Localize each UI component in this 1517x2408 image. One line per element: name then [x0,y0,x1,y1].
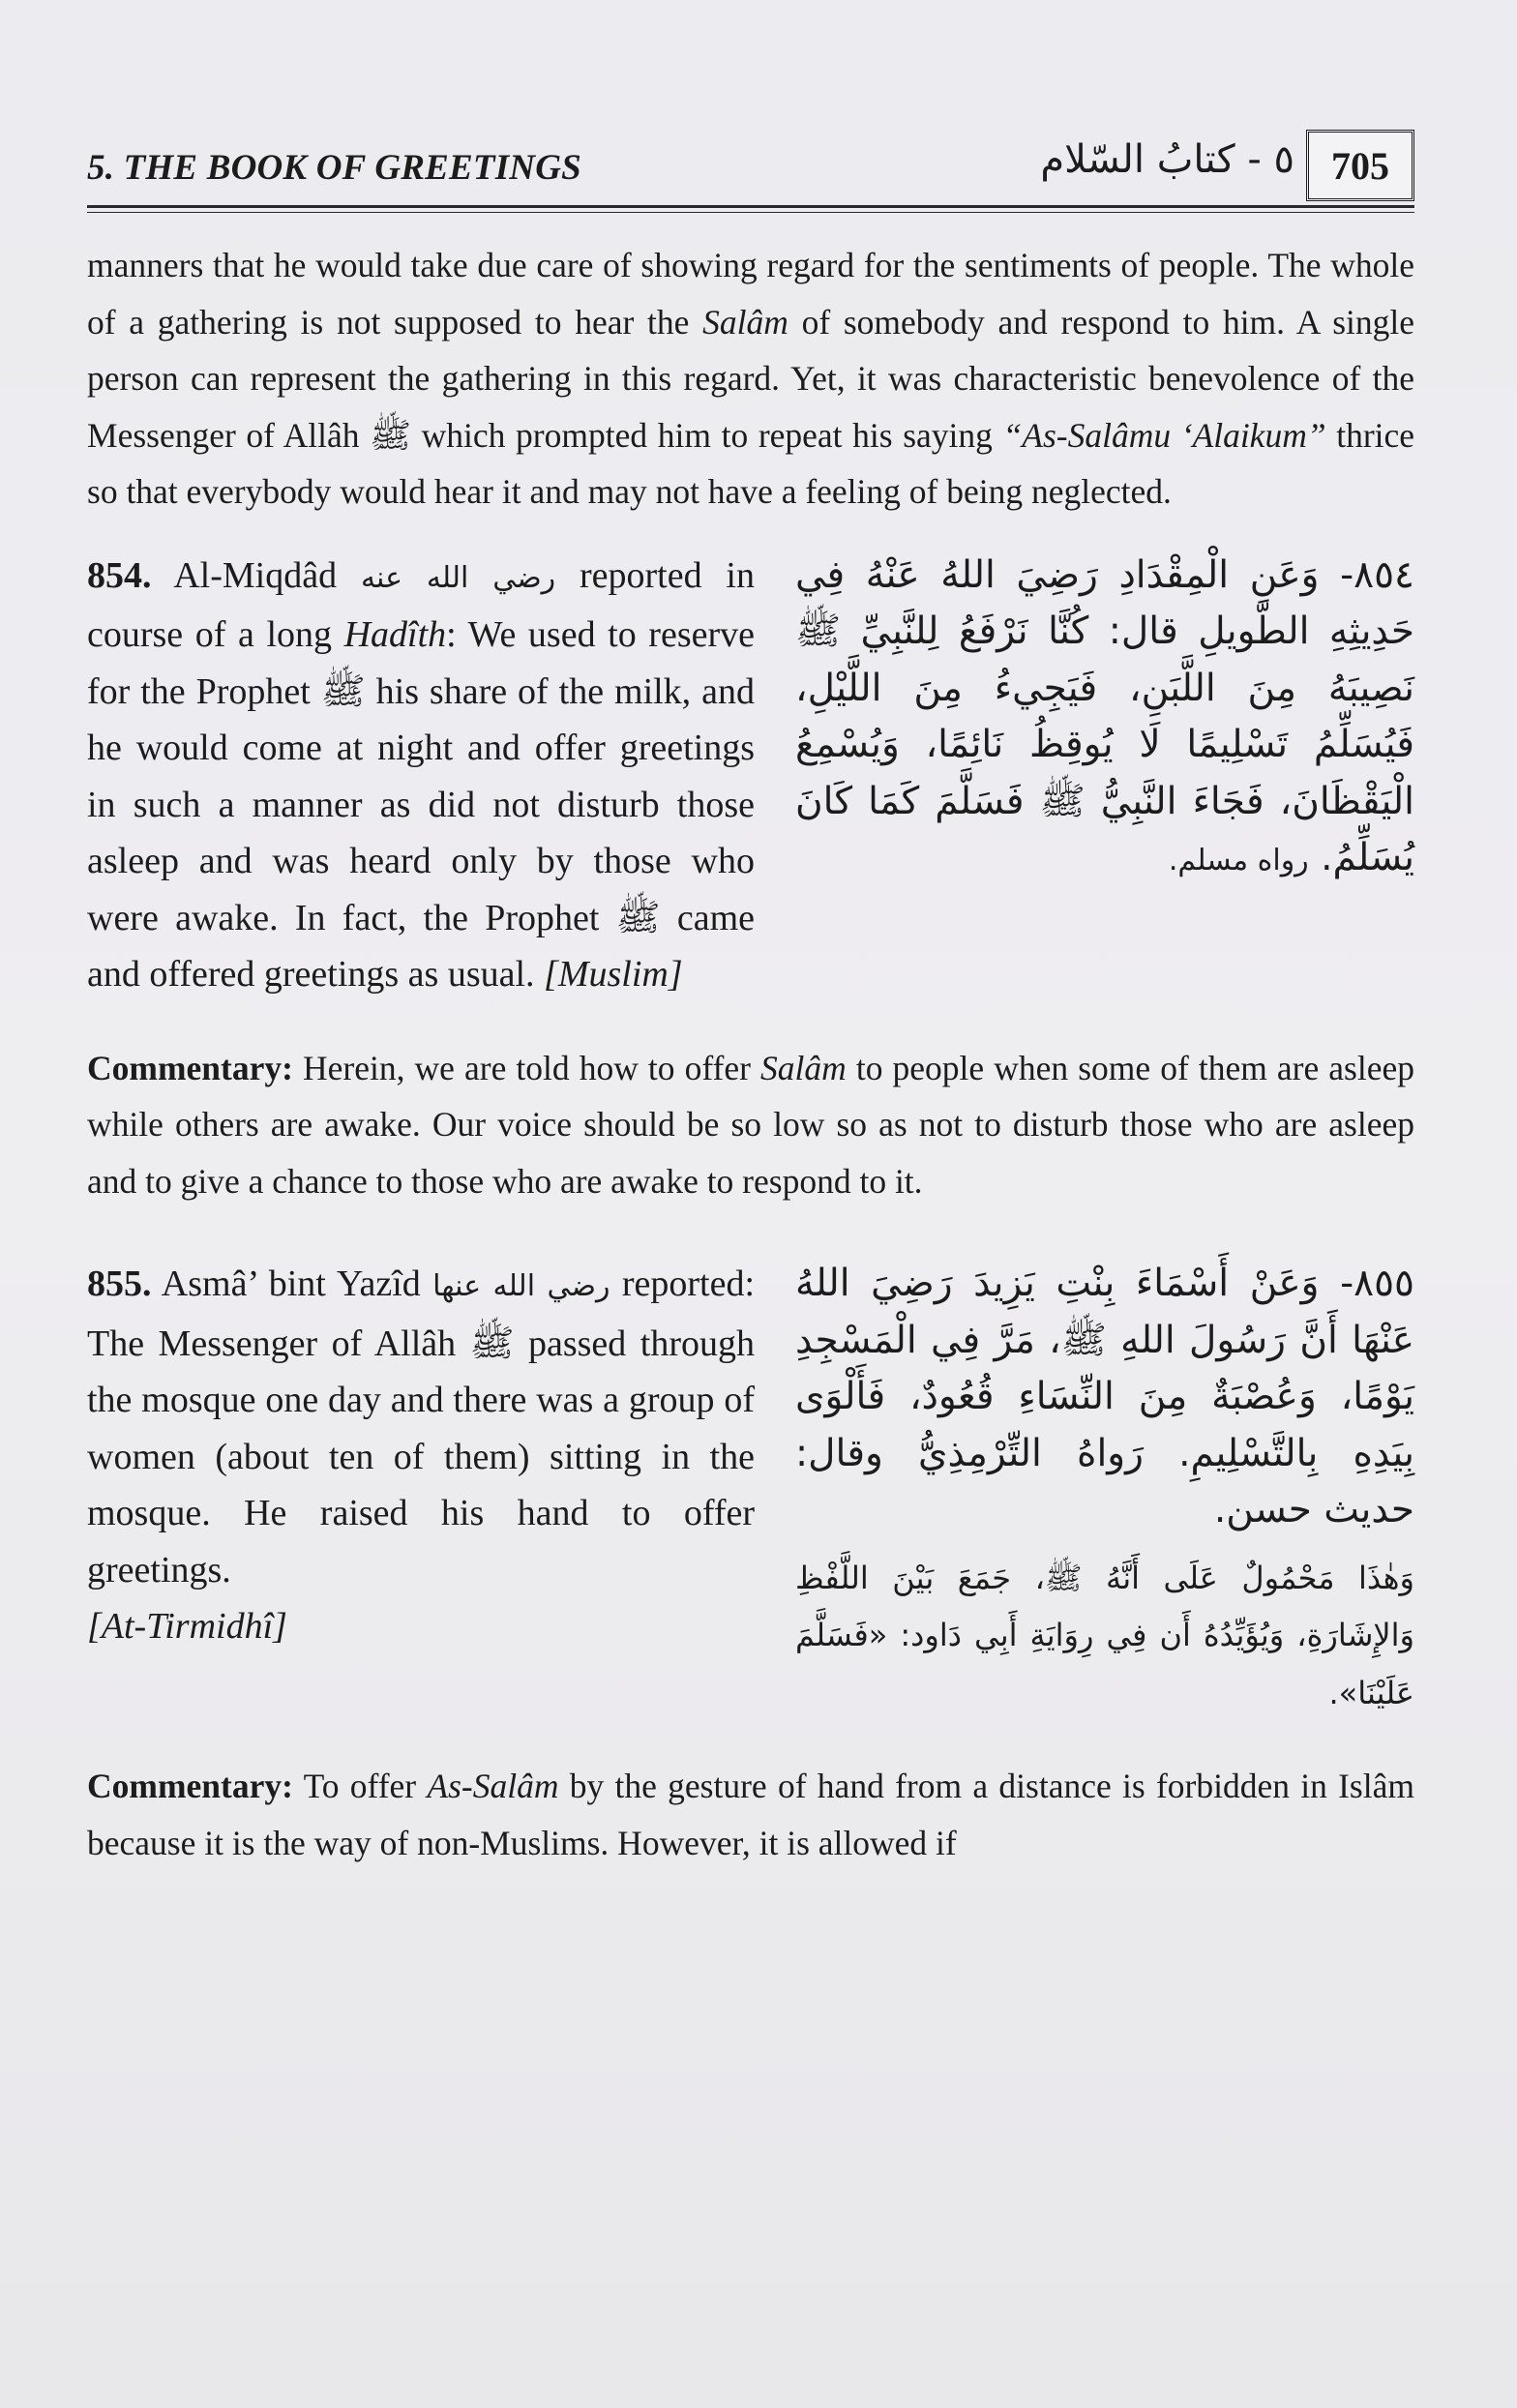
hadith-855-arabic: ٨٥٥- وَعَنْ أَسْمَاءَ بِنْتِ يَزِيدَ رَضِيَ اللهُ عَنْهَا أَنَّ رَسُولَ اللهِ ﷺ، مَرَّ فِي الْمَسْجِدِ يَوْمًا، وَعُصْبَةٌ مِنَ النِّسَاءِ قُعُودٌ، فَأَلْوَى بِيَدِهِ بِالتَّسْلِيمِ. رَواهُ التِّرْمِذِيُّ وقال: حديث حسن. وَهٰذَا مَحْمُولٌ عَلَى أَنَّهُ ﷺ، جَمَعَ بَيْنَ اللَّفْظِ وَالإِشَارَةِ، وَيُؤَيِّدُهُ أَن فِي رِوَايَةِ أَبِي دَاود: «فَسَلَّمَ عَلَيْنَا». [795,1262,1414,1711]
hadith-number: 854. [87,554,152,596]
hadith-855-note: وَهٰذَا مَحْمُولٌ عَلَى أَنَّهُ ﷺ، جَمَعَ بَيْنَ اللَّفْظِ وَالإِشَارَةِ، وَيُؤَيِّدُهُ أَن فِي رِوَايَةِ أَبِي دَاود: «فَسَلَّمَ عَلَيْنَا». [795,1559,1414,1711]
commentary-label: Commentary: [87,1048,293,1087]
chapter-title-arabic: ٥ - كتابُ السّلام [1040,137,1294,182]
intro-paragraph: manners that he would take due care of showing regard for the sentiments of people. The whole of a gathering is not supposed to hear the Salâm of somebody and respond to him. A single person can represent the gathering in this regard. Yet, it was characteristic benevolence of the Messenger of Allâh ﷺ which prompted him to repeat his saying “As-Salâmu ‘Alaikum” thrice so that everybody would hear it and may not have a feeling of being neglected. [87,246,1415,511]
hadith-854-english: 854. Al-Miqdâd رضي الله عنه reported in course of a long Hadîth: We used to reserve for the Prophet ﷺ his share of the milk, and he would come at night and offer greetings in such a manner as did not disturb those asleep and was heard only by those who were awake. In fact, the Prophet ﷺ came and offered greetings as usual. [Muslim] [87,554,755,995]
term-salam: Salâm [702,302,788,342]
hadith-source-arabic: رواه مسلم. [1168,844,1309,877]
hadith-source: [Muslim] [544,954,683,995]
page-number: 705 [1306,130,1414,201]
hadith-854 [87,548,1414,1003]
hadith-source: [At-Tirmidhî] [87,1606,287,1647]
chapter-title: 5. THE BOOK OF GREETINGS [87,148,581,188]
honorific: رضي الله عنها [432,1269,610,1303]
commentary-855: Commentary: To offer As-Salâm by the gesture of hand from a distance is forbidden in Islâm because it is the way of non-Muslims. However, it is allowed if [87,1767,1414,1862]
commentary-label: Commentary: [87,1767,293,1805]
hadith-855-english: 855. Asmâ’ bint Yazîd رضي الله عنها reported: The Messenger of Allâh ﷺ passed through the mosque one day and there was a group of women (about ten of them) sitting in the mosque. He raised his hand to offer greetings. [At-Tirmidhî] [87,1263,756,1647]
page-content [87,135,1414,1871]
quoted-saying: “As-Salâmu ‘Alaikum” [1002,415,1326,455]
hadith-number: 855. [87,1263,152,1304]
hadith-854-arabic: ٨٥٤- وَعَنِ الْمِقْدَادِ رَضِيَ اللهُ عَنْهُ فِي حَدِيثِهِ الطّويلِ قال: كُنَّا نَرْفَعُ لِلنَّبِيِّ ﷺ نَصِيبَهُ مِنَ اللَّبَنِ، فَيَجِيءُ مِنَ اللَّيْلِ، فَيُسَلِّمُ تَسْلِيمًا لَا يُوقِظُ نَائِمًا، وَيُسْمِعُ الْيَقْظَانَ، فَجَاءَ النَّبِيُّ ﷺ فَسَلَّمَ كَمَا كَانَ يُسَلِّمُ. رواه مسلم. [795,552,1414,879]
honorific: رضي الله عنه [360,560,556,595]
running-header [87,135,1414,208]
commentary-854: Commentary: Herein, we are told how to offer Salâm to people when some of them are asleep while others are awake. Our voice should be so low so as not to disturb those who are asleep and to give a chance to those who are awake to respond to it. [87,1048,1414,1201]
hadith-855 [87,1256,1414,1721]
